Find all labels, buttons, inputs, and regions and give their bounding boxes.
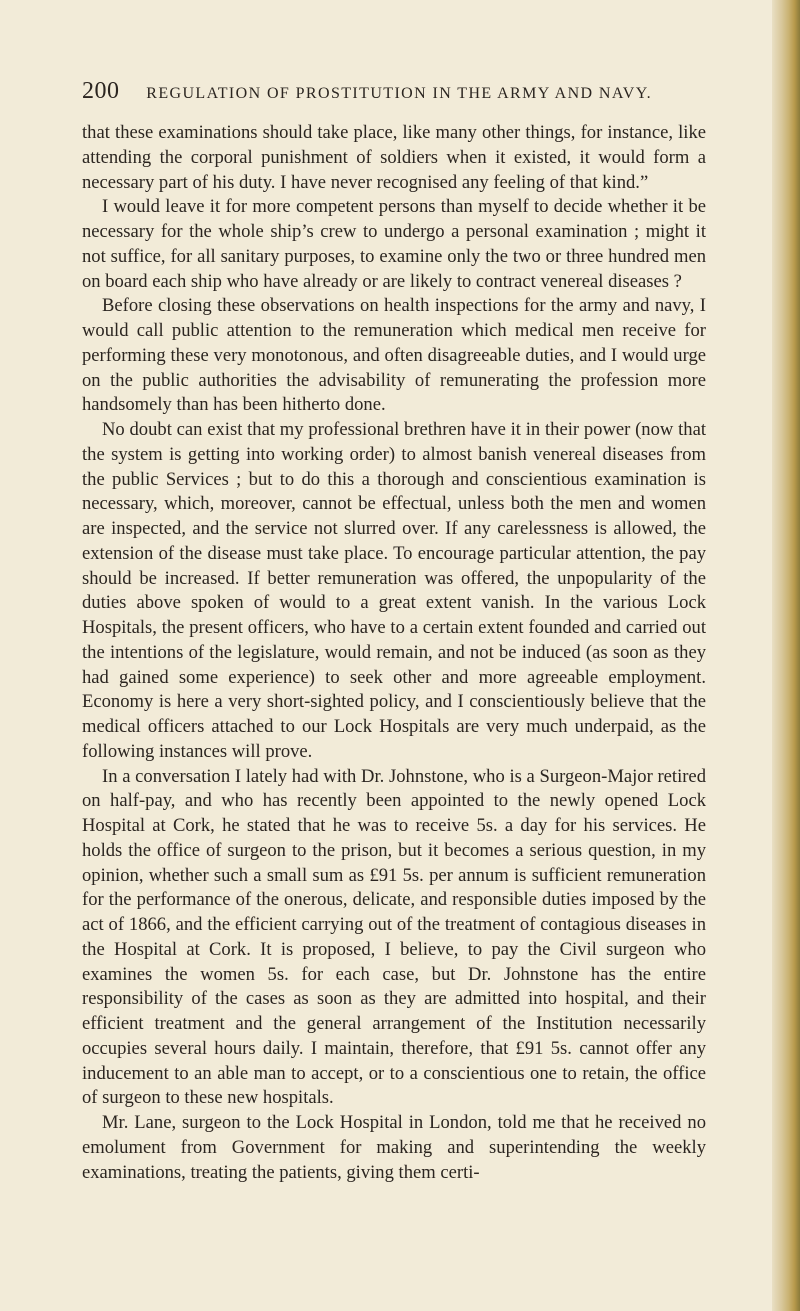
paragraph-professional-brethren: No doubt can exist that my professional brethren have it in their power (now that the system is getting into working order) to almost banish venereal diseases from the public Services ; but to do this a thorough and conscientious examination is necessary, which, moreover, cannot be effectual, unless both the men and women are inspected, and the service not slurred over. If any carelessness is allowed, the extension of the disease must take place. To encourage particular attention, the pay should be increased. If better remuneration was offered, the unpopularity of the duties above spoken of would to a great extent vanish. In the various Lock Hospitals, the present officers, who have to a certain extent founded and carried out the intentions of the legislature, would remain, and not be induced (as soon as they had gained some experience) to seek other and more agreeable employment. Economy is here a very short-sighted policy, and I conscientiously believe that the medical officers attached to our Lock Hospitals are very much underpaid, as the following instances will prove. [82,419,706,762]
page-edge-shading [772,0,800,1311]
paragraph-remuneration: Before closing these observations on health inspections for the army and navy, I would call public attention to the remuneration which medical men receive for performing these very monotonous, and often disagreeable duties, and I would urge on the public authorities the advisability of remunerating the profession more handsomely than has been hitherto done. [82,295,706,416]
paragraph-ship-crew-examination: I would leave it for more competent persons than myself to decide whether it be necessary for the whole ship’s crew to undergo a personal examination ; might it not suffice, for all sanitary purposes, to examine only the two or three hundred men on board each ship who have already or are likely to contract venereal diseases ? [82,196,706,292]
page-number: 200 [82,78,120,104]
paragraph-mr-lane: Mr. Lane, surgeon to the Lock Hospital in London, told me that he received no emolument from Government for making and superintending the weekly examinations, treating the patients, giving them certi- [82,1112,706,1183]
paragraph-dr-johnstone: In a conversation I lately had with Dr. Johnstone, who is a Surgeon-Major retired on half-pay, and who has recently been appointed to the newly opened Lock Hospital at Cork, he stated that he was to receive 5s. a day for his services. He holds the office of surgeon to the prison, but it becomes a serious question, in my opinion, whether such a small sum as £91 5s. per annum is sufficient remuneration for the performance of the onerous, delicate, and responsible duties imposed by the act of 1866, and the efficient carrying out of the treatment of contagious diseases in the Hospital at Cork. It is proposed, I believe, to pay the Civil surgeon who examines the women 5s. for each case, but Dr. Johnstone has the entire responsibility of the cases as soon as they are admitted into hospital, and their efficient treatment and the general arrangement of the Institution necessarily occupies several hours daily. I maintain, therefore, that £91 5s. cannot offer any inducement to an able man to accept, or to a conscientious one to retain, the office of surgeon to these new hospitals. [82,765,706,1109]
running-header [82,78,682,105]
running-title: REGULATION OF PROSTITUTION IN THE ARMY AND NAVY. [146,85,652,102]
body-text [82,121,706,1185]
paragraph-continuation: that these examinations should take place, like many other things, for instance, like attending the corporal punishment of soldiers when it existed, it would form a necessary part of his duty. I have never recognised any feeling of that kind.” [82,122,706,193]
